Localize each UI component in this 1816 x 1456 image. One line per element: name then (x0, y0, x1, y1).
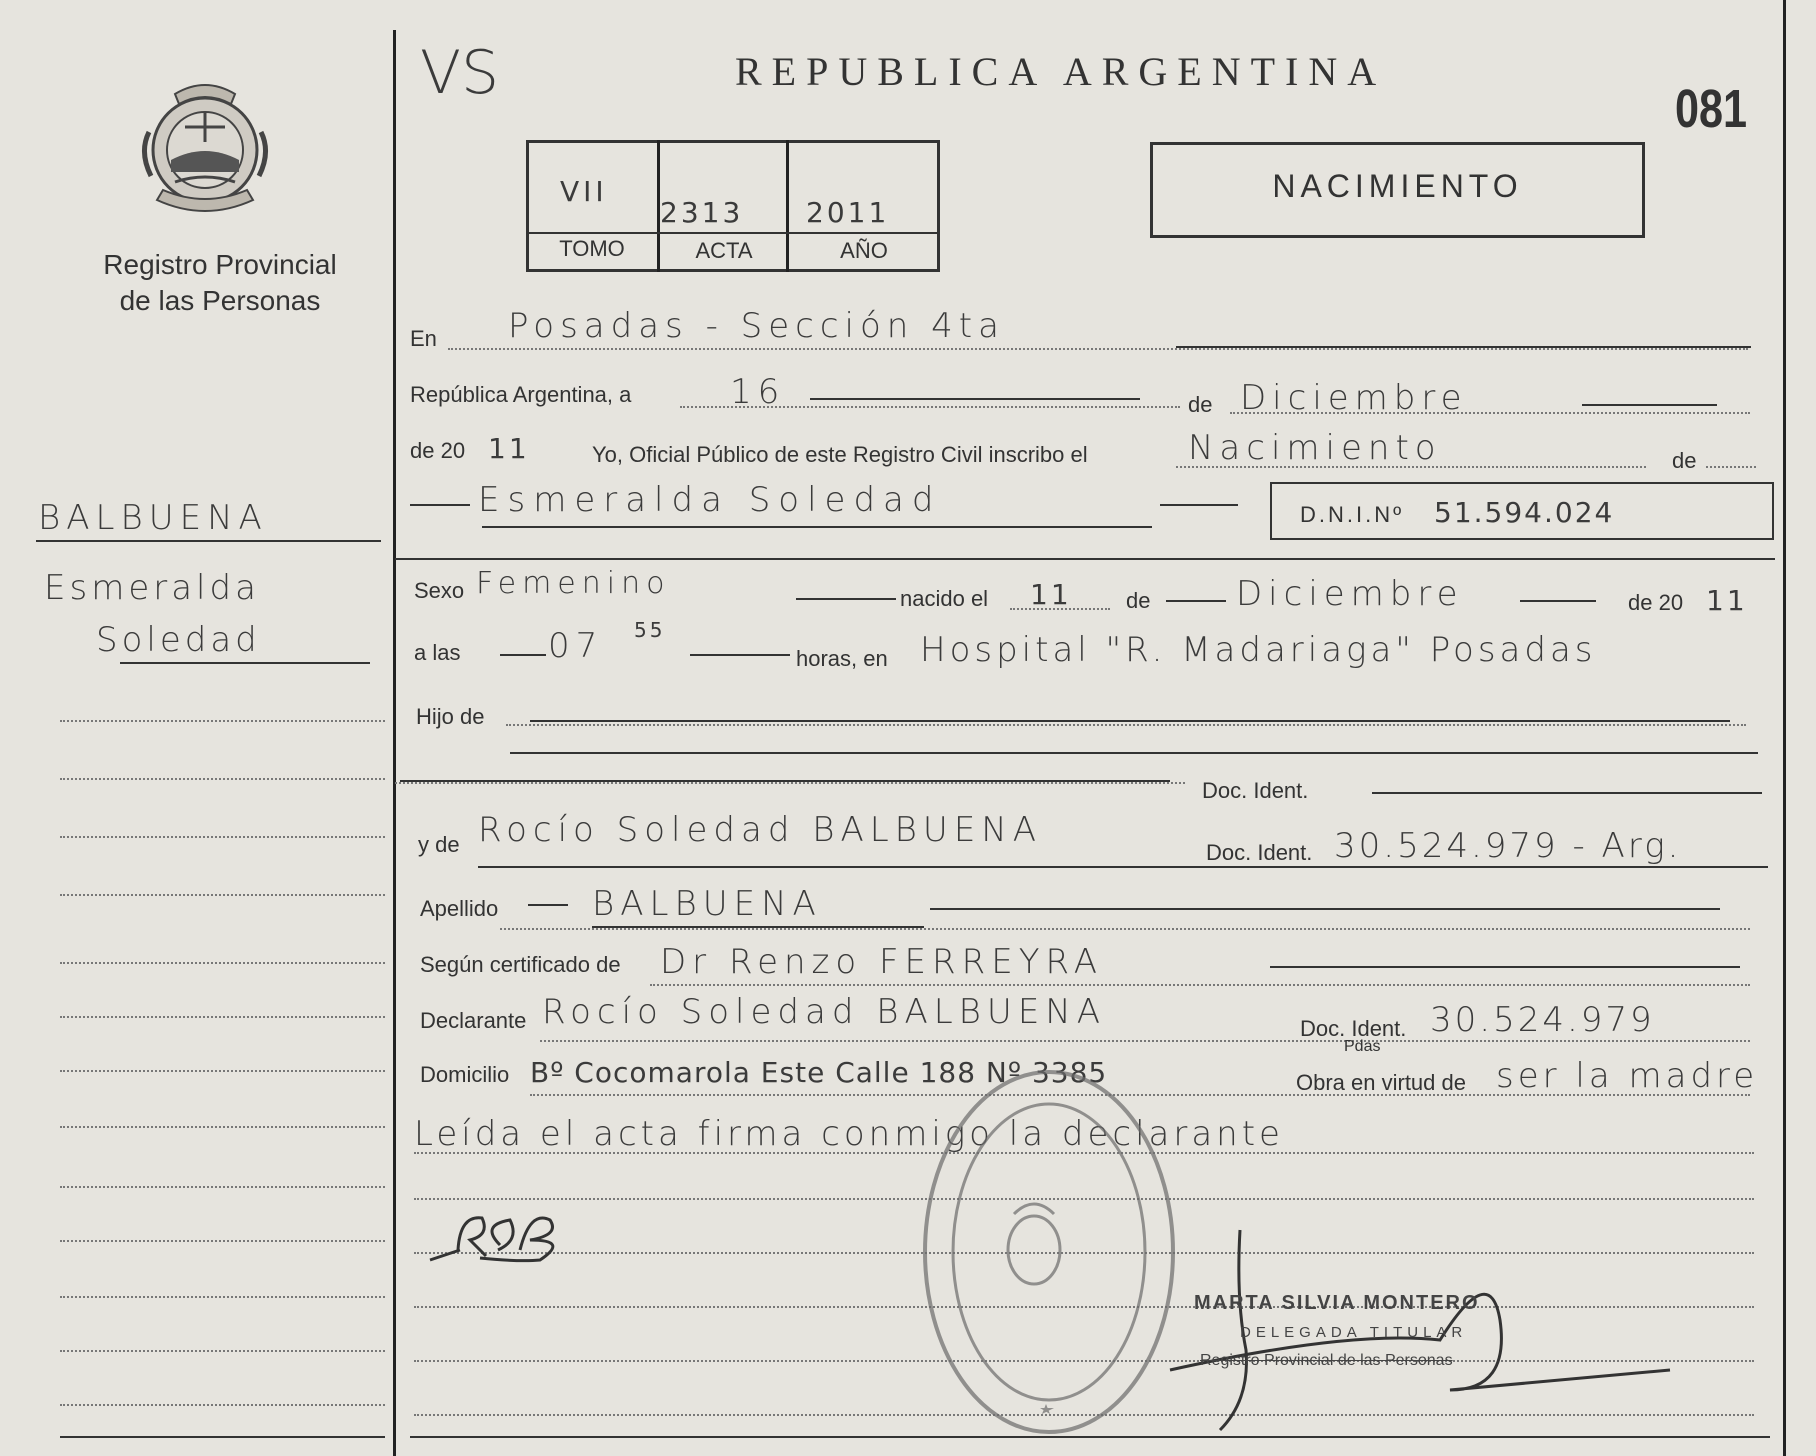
margin-given-name2: Soledad (96, 620, 261, 660)
margin-line (60, 1186, 385, 1188)
margin-line (60, 962, 385, 964)
domicilio-label: Domicilio (420, 1062, 510, 1087)
mes-dash (1582, 404, 1717, 406)
nacido-anio: 11 (1706, 584, 1748, 617)
en-line (448, 348, 1748, 350)
apellido-label: Apellido (420, 896, 499, 921)
hora-dash1 (500, 654, 546, 656)
corner-mark: VS (420, 38, 500, 108)
en-label: En (410, 326, 437, 351)
dni-label: D.N.I.Nº (1300, 502, 1405, 527)
yde-label: y de (418, 832, 460, 857)
madre-value: Rocío Soledad BALBUENA (478, 810, 1042, 850)
segun-label: Según certificado de (420, 952, 621, 977)
registry-name-line2: de las Personas (119, 285, 321, 316)
margin-line (60, 1070, 385, 1072)
madre-rule (478, 866, 1768, 868)
obra-label: Obra en virtud de (1296, 1070, 1466, 1095)
left-column-divider (393, 30, 396, 1456)
dia-line (680, 406, 1180, 408)
domicilio-value: Bº Cocomarola Este Calle 188 Nº 3385 (530, 1056, 1108, 1089)
hijo-label: Hijo de (416, 704, 485, 729)
margin-line (60, 720, 385, 722)
sexo-value: Femenino (476, 566, 671, 601)
margin-line (60, 1126, 385, 1128)
nacido-dia: 11 (1030, 578, 1072, 611)
nacido-mes-dash (1166, 600, 1226, 602)
apellido-dash (528, 904, 568, 906)
horas-en-label: horas, en (796, 646, 888, 671)
margin-line (60, 1240, 385, 1242)
de20-label: de 20 (410, 438, 466, 463)
father-line (395, 782, 1185, 784)
page-number: 081 (1675, 79, 1748, 139)
apellido-dash2 (930, 908, 1720, 910)
declarante-doc: 30.524.979 (1430, 1000, 1655, 1040)
margin-line (60, 1016, 385, 1018)
nacido-dia-line (1010, 608, 1110, 610)
segun-value: Dr Renzo FERREYRA (660, 942, 1104, 982)
sexo-dash (796, 598, 896, 600)
declarant-signature-icon (420, 1190, 600, 1270)
inscribo-line (1176, 466, 1646, 468)
name-dash-left (410, 504, 470, 506)
republica-label: República Argentina, a (410, 382, 632, 407)
declarante-label: Declarante (420, 1008, 527, 1033)
right-border (1783, 0, 1786, 1456)
official-title: DELEGADA TITULAR (1240, 1324, 1468, 1341)
act-type: NACIMIENTO (1272, 168, 1523, 204)
apellido-line (500, 928, 1750, 930)
segun-dash (1270, 966, 1740, 968)
registry-name-line1: Registro Provincial (103, 249, 337, 280)
inscribo-value: Nacimiento (1188, 428, 1442, 468)
margin-bottom-line (60, 1436, 385, 1438)
tomo-value: VII (560, 175, 608, 208)
margin-name-underline (120, 662, 370, 664)
hora-value: 07 (548, 626, 604, 666)
doc-ident-label: Doc. Ident. (1202, 778, 1309, 803)
lugar-value: Hospital "R. Madariaga" Posadas (920, 630, 1597, 670)
doc-ident-label3: Doc. Ident. (1300, 1016, 1407, 1041)
hora-dash2 (690, 654, 790, 656)
dia-dash (810, 398, 1140, 400)
margin-line (60, 1404, 385, 1406)
official-name: MARTA SILVIA MONTERO (1194, 1292, 1480, 1314)
segun-line (650, 984, 1750, 986)
de20-label2: de 20 (1628, 590, 1684, 615)
margin-line (60, 894, 385, 896)
declarante-line (540, 1040, 1750, 1042)
anio-label: AÑO (840, 238, 888, 263)
name-dash-right (1160, 504, 1238, 506)
margin-given-name1: Esmeralda (44, 568, 260, 608)
dni-value: 51.594.024 (1434, 496, 1615, 529)
doc-ident-dash (1372, 792, 1762, 794)
domicilio-note: Pdas (1344, 1038, 1381, 1055)
nombre-underline (482, 526, 1152, 528)
de2-line (1706, 466, 1756, 468)
nacido-label: nacido el (900, 586, 989, 611)
en-value: Posadas - Sección 4ta (508, 306, 1005, 346)
acta-label: ACTA (695, 238, 753, 263)
hijo-rule (510, 752, 1758, 754)
registry-seal-icon (135, 72, 275, 222)
yo-label: Yo, Oficial Público de este Registro Civil inscribo el (592, 442, 1088, 467)
declarante-value: Rocío Soledad BALBUENA (542, 992, 1106, 1032)
country-title: REPUBLICA ARGENTINA (735, 49, 1387, 94)
de-label2: de (1672, 448, 1697, 473)
margin-line (60, 1350, 385, 1352)
sexo-label: Sexo (414, 578, 465, 603)
mes-value: Diciembre (1240, 378, 1468, 418)
anio-value: 2011 (806, 196, 890, 229)
en-dash (1176, 346, 1751, 348)
de-label3: de (1126, 588, 1151, 613)
madre-doc: 30.524.979 - Arg. (1334, 826, 1682, 866)
section-rule (395, 558, 1775, 560)
acta-value: 2313 (660, 196, 744, 229)
official-org: Registro Provincial de las Personas (1200, 1352, 1453, 1369)
margin-surname: BALBUENA (38, 498, 268, 538)
anio-written: 11 (488, 432, 530, 465)
mes-line (1230, 412, 1750, 414)
hijo-line (506, 724, 1746, 726)
margin-line (60, 778, 385, 780)
leida-value: Leída el acta firma conmigo la declarante (414, 1114, 1284, 1154)
record-table-rule (526, 232, 940, 234)
nacido-mes: Diciembre (1236, 574, 1464, 614)
hora-min: 55 (634, 618, 666, 642)
margin-surname-underline (36, 540, 381, 542)
nombre-value: Esmeralda Soledad (478, 480, 942, 520)
official-stamp-icon (918, 1064, 1180, 1440)
margin-line (60, 1296, 385, 1298)
de-label: de (1188, 392, 1213, 417)
dia-value: 16 (730, 372, 786, 412)
apellido-value: BALBUENA (592, 884, 822, 924)
tomo-label: TOMO (559, 236, 625, 261)
obra-value: ser la madre (1496, 1056, 1759, 1096)
doc-ident-label2: Doc. Ident. (1206, 840, 1313, 865)
alas-label: a las (414, 640, 461, 665)
hijo-dash (530, 720, 1730, 722)
nacido-mes-dash2 (1520, 600, 1596, 602)
margin-line (60, 836, 385, 838)
